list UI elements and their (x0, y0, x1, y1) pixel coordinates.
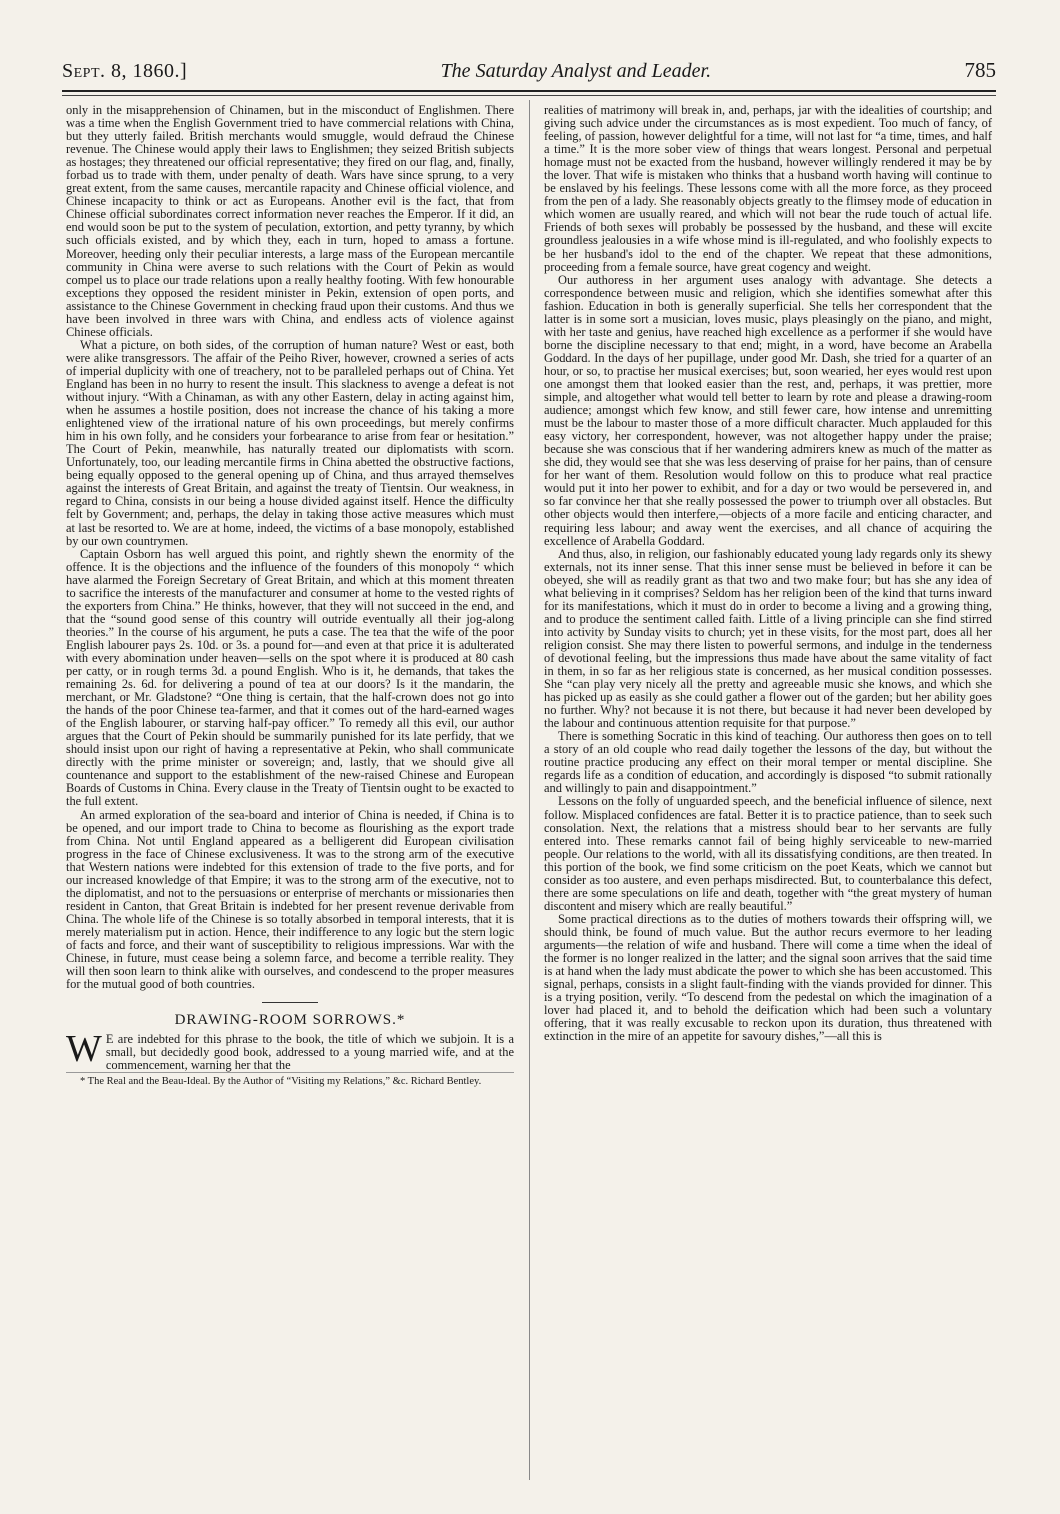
article-paragraph: only in the misapprehension of Chinamen, but in the misconduct of Englishmen. There was a time when the English Government tried to have commercial relations with China, but they utterly failed. British merchants would smuggle, would defraud the Chinese revenue. The Chinese would apply their laws to Englishmen; they seized British subjects as hostages; they threatened our official representative; they fired on our flag, and, finally, forbad us to trade with them, under penalty of death. Wars have since sprung, to a very great extent, from the same causes, mercantile rapacity and Chinese official violence, and Chinese incapacity to think or act as Europeans. Another evil is the fact, that from Chinese official subordinates correct information never reaches the Emperor. If it did, an end would soon be put to the system of peculation, extortion, and petty tyranny, by which such officials existed, and by which they, each in turn, hoped to amass a fortune. Moreover, heeding only their peculiar interests, a large mass of the European mercantile community in China were averse to such relations with the Court of Pekin as would compel us to place our trade relations upon a really healthy footing. With few honourable exceptions they opposed the resident minister in Pekin, extension of open ports, and assistance to the Chinese Government in checking fraud upon their customs. And thus we have been involved in three wars with China, and endless acts of violence against Chinese officials. (66, 103, 514, 339)
drop-cap: W (66, 1028, 102, 1071)
section-divider (66, 995, 514, 1008)
section-first-paragraph (66, 1028, 514, 1073)
article-paragraph: Captain Osborn has well argued this point, and rightly shewn the enormity of the offence. It is the objections and the influence of the founders of this monopoly “ which have alarmed the Foreign Secretary of Great Britain, and which at this moment threaten to sacrifice the interests of the manufacturer and consumer at home to the vested rights of the exporters from China.” He thinks, however, that they will not succeed in the end, and that the “sound good sense of this country will outride eventually all their jog-along theories.” In the course of his argument, he puts a case. The tea that the wife of the poor English labourer pays 2s. 10d. or 3s. a pound for—and even at that price it is adulterated with every abomination under heaven—sells on the spot where it is produced at 80 cash per catty, or in rough terms 3d. a pound English. Who is it, he demands, that takes the remaining 2s. 6d. for delivering a pound of tea at our doors? Is it the mandarin, the merchant, or Mr. Gladstone? “One thing is certain, that the half-crown does not go into the hands of the poor Chinese tea-farmer, and that it comes out of the hard-earned wages of the English labourer, or starving half-pay officer.” To remedy all this evil, our author argues that the Court of Pekin should be summarily punished for its late perfidy, that we should insist upon our right of having a representative at Pekin, who shall communicate directly with the prime minister or sovereign; and, lastly, that we should give all countenance and support to the establishment of the new-raised Chinese and European Boards of Customs in China. Every clause in the Treaty of Tientsin ought to be exacted to the full extent. (66, 546, 514, 809)
header-rule (62, 90, 996, 92)
page-number: 785 (964, 58, 996, 82)
article-paragraph: Lessons on the folly of unguarded speech, and the beneficial influence of silence, next follow. Misplaced confidences are fatal. Better it is to practice patience, than to seek such consolation. Next, the relations that a mistress should bear to her servants are fully entered into. These remarks cannot fail of being highly serviceable to new-married people. Our relations to the world, with all its dissatisfying conditions, are then treated. In this portion of the book, we find some criticism on the poet Keats, which we cannot but consider as too austere, and even perhaps misdirected. But, to counterbalance this defect, there are some speculations on life and death, together with “the great mystery of human discontent and misery which are really beautiful.” (544, 794, 992, 913)
article-paragraph: Some practical directions as to the duties of mothers towards their offspring will, we should think, be found of much value. But the author recurs evermore to her leading arguments—the relation of wife and husband. There will come a time when the ideal of the former is no longer realized in the latter; and the signal soon arrives that the said time is at hand when the lady must abdicate the power to which she has been accustomed. This signal, perhaps, consists in a slight fault-finding with the viands provided for dinner. This is a trying position, verily. “To descend from the pedestal on which the imagination of a lover had placed it, and to behold the deification which had been such a voluntary offering, that it was really excusable to reckon upon its duration, thus threatened with extinction in the mire of an appetite for savoury dishes,”—all this is (544, 911, 992, 1044)
article-paragraph: realities of matrimony will break in, and, perhaps, jar with the idealities of courtship; and giving such advice under the circumstances as is most expedient. Too much of fancy, of feeling, of passion, however delightful for a time, will not last for “a time, times, and half a time.” It is the more sober view of things that wears longest. Personal and perpetual homage must not be exacted from the husband, however willingly rendered it may be by the lover. That wife is mistaken who thinks that a husband worth having will continue to be enslaved by his feelings. These lessons come with all the more force, as they proceed from the pen of a lady. She reasonably objects greatly to the flimsey mode of education in which women are usually reared, and which will not bear the rude touch of actual life. Friends of both sexes will probably be possessed by the husband, and these will excite groundless jealousies in a wife whose mind is ill-regulated, and who foolishly expects to be her husband's idol to the end of the chapter. We repeat that these admonitions, proceeding from a female source, have great cogency and weight. (544, 103, 992, 274)
page-header (62, 58, 996, 88)
right-column (544, 104, 992, 1484)
publication-title: The Saturday Analyst and Leader. (440, 60, 712, 82)
article-paragraph: What a picture, on both sides, of the corruption of human nature? West or east, both were alike transgressors. The affair of the Peiho River, however, crowned a series of acts of imperial duplicity with one of treachery, not to be paralleled perhaps out of China. Yet England has been in no hurry to resent the insult. This slackness to avenge a defeat is not without injury. “With a Chinaman, as with any other Eastern, delay in acting against him, when he assumes a hostile position, does not increase the chance of his taking a more enlightened view of the irrational nature of his own proceedings, but merely confirms him in his own folly, and he considers your forbearance to arise from fear or hesitation.” The Court of Pekin, meanwhile, has naturally treated our diplomatists with scorn. Unfortunately, too, our leading mercantile firms in China abetted the obstructive factions, being equally opposed to the general opening up of China, and thus arrayed themselves against the interests of Great Britain, and against the treaty of Tientsin. Our weakness, in regard to China, consists in our being a house divided against itself. Hence the difficulty felt by Government; and, perhaps, the delay in taking those active measures which must at last be resorted to. We are at home, indeed, the victims of a base monopoly, established by our own countrymen. (66, 337, 514, 548)
header-rule-thin (62, 95, 996, 96)
section-heading: DRAWING-ROOM SORROWS.* (174, 1012, 406, 1029)
article-paragraph: And thus, also, in religion, our fashionably educated young lady regards only its shewy externals, not its inner sense. That this inner sense must be believed in before it can be obeyed, she will as readily grant as that two and two make four; but has she any idea of what believing in it comprises? Seldom has her religion been of the kind that turns inward for its manifestations, which it must do in order to become a living and a growing thing, and to produce the sentiment called faith. Little of a living principle can she find stirred into activity by Sunday visits to church; yet in these visits, for the most part, does all her religion consist. She may there listen to powerful sermons, and indulge in the tenderness of devotional feeling, but the impressions thus made have about the same vitality of fact in them, in so far as her religious state is concerned, as her musical condition possesses. She “can play very nicely all the pretty and agreeable music she knows, and which she has picked up as easily as she could gather a flower out of the garden; but her ability goes no further. Why? not because it is not there, but because it had never been developed by the labour and continuous attention requisite for that purpose.” (544, 546, 992, 731)
footnote: * The Real and the Beau-Ideal. By the Author of “Visiting my Relations,” &c. Richard Bentley. (66, 1072, 514, 1088)
article-paragraph: There is something Socratic in this kind of teaching. Our authoress then goes on to tell a story of an old couple who read daily together the lessons of the day, but without the routine practice producing any effect on their moral temper or mental discipline. She regards life as a condition of education, and accordingly is disposed “to submit rationally and willingly to pain and disappointment.” (544, 729, 992, 796)
column-divider (529, 100, 530, 1480)
left-column (66, 104, 514, 1488)
issue-date: Sept. 8, 1860.] (62, 60, 188, 82)
article-paragraph: An armed exploration of the sea-board and interior of China is needed, if China is to be opened, and our import trade to China to become as flourishing as the export trade from China. Not until England appeared as a belligerent did European civilisation progress in the face of Chinese exclusiveness. It was to the strong arm of the executive that Western nations were indebted for this extension of trade to the five ports, and for our increased knowledge of that Empire; it was to the strong arm of the executive, not to the diplomatist, and not to the persuasions or enterprise of merchants or missionaries then resident in Canton, that Great Britain is indebted for her present revenue derivable from China. The whole life of the Chinese is so totally absorbed in temporal interests, that it is merely materialism put in action. Hence, their indifference to any logic but the stern logic of facts and force, and their want of susceptibility to religious impressions. War with the Chinese, in future, must cease being a solemn farce, and become a terrible reality. They will then soon learn to think alike with ourselves, and condescend to the proper measures for the mutual good of both countries. (66, 807, 514, 992)
article-paragraph: Our authoress in her argument uses analogy with advantage. She detects a correspondence between music and religion, which she identifies somewhat after this fashion. Education in both is generally superficial. She tells her correspondent that the latter is in some sort a musician, loves music, plays pleasingly on the piano, and might, with her taste and genius, have reached high excellence as a performer if she would have borne the discipline necessary to that end; might, in a word, have become an Arabella Goddard. In the days of her pupillage, under good Mr. Dash, she tried for a quarter of an hour, or so, to practise her musical exercises; but, soon wearied, her eyes would rest upon one amongst them that looked easier than the rest, and, perhaps, it was prettier, more simple, and altogether what would tell better to learn by rote and please a drawing-room audience; amongst which few know, and still fewer care, how intense and unremitting must be the labour to master those of a more difficult character. Much applauded for this easy victory, her correspondent, however, was not altogether happy under the praise; because she was conscious that if her wandering admirers knew as much of the matter as she did, they would see that she was less deserving of praise for her pains, than of censure for her want of them. Resolution would follow on this to produce what real practice would put it into her power to exhibit, and for a day or two would be persevered in, and so far convince her that she really possessed the power to triumph over all obstacles. But other objects would then interfere,—objects of a more facile and enticing character, and requiring less labour; and away went the exercises, and all chance of acquiring the excellence of Arabella Goddard. (544, 272, 992, 548)
section-first-paragraph-text: E are indebted for this phrase to the book, the title of which we subjoin. It is a small, but decidedly good book, addressed to a young married wife, and at the commencement, warning her that the (105, 1032, 514, 1073)
